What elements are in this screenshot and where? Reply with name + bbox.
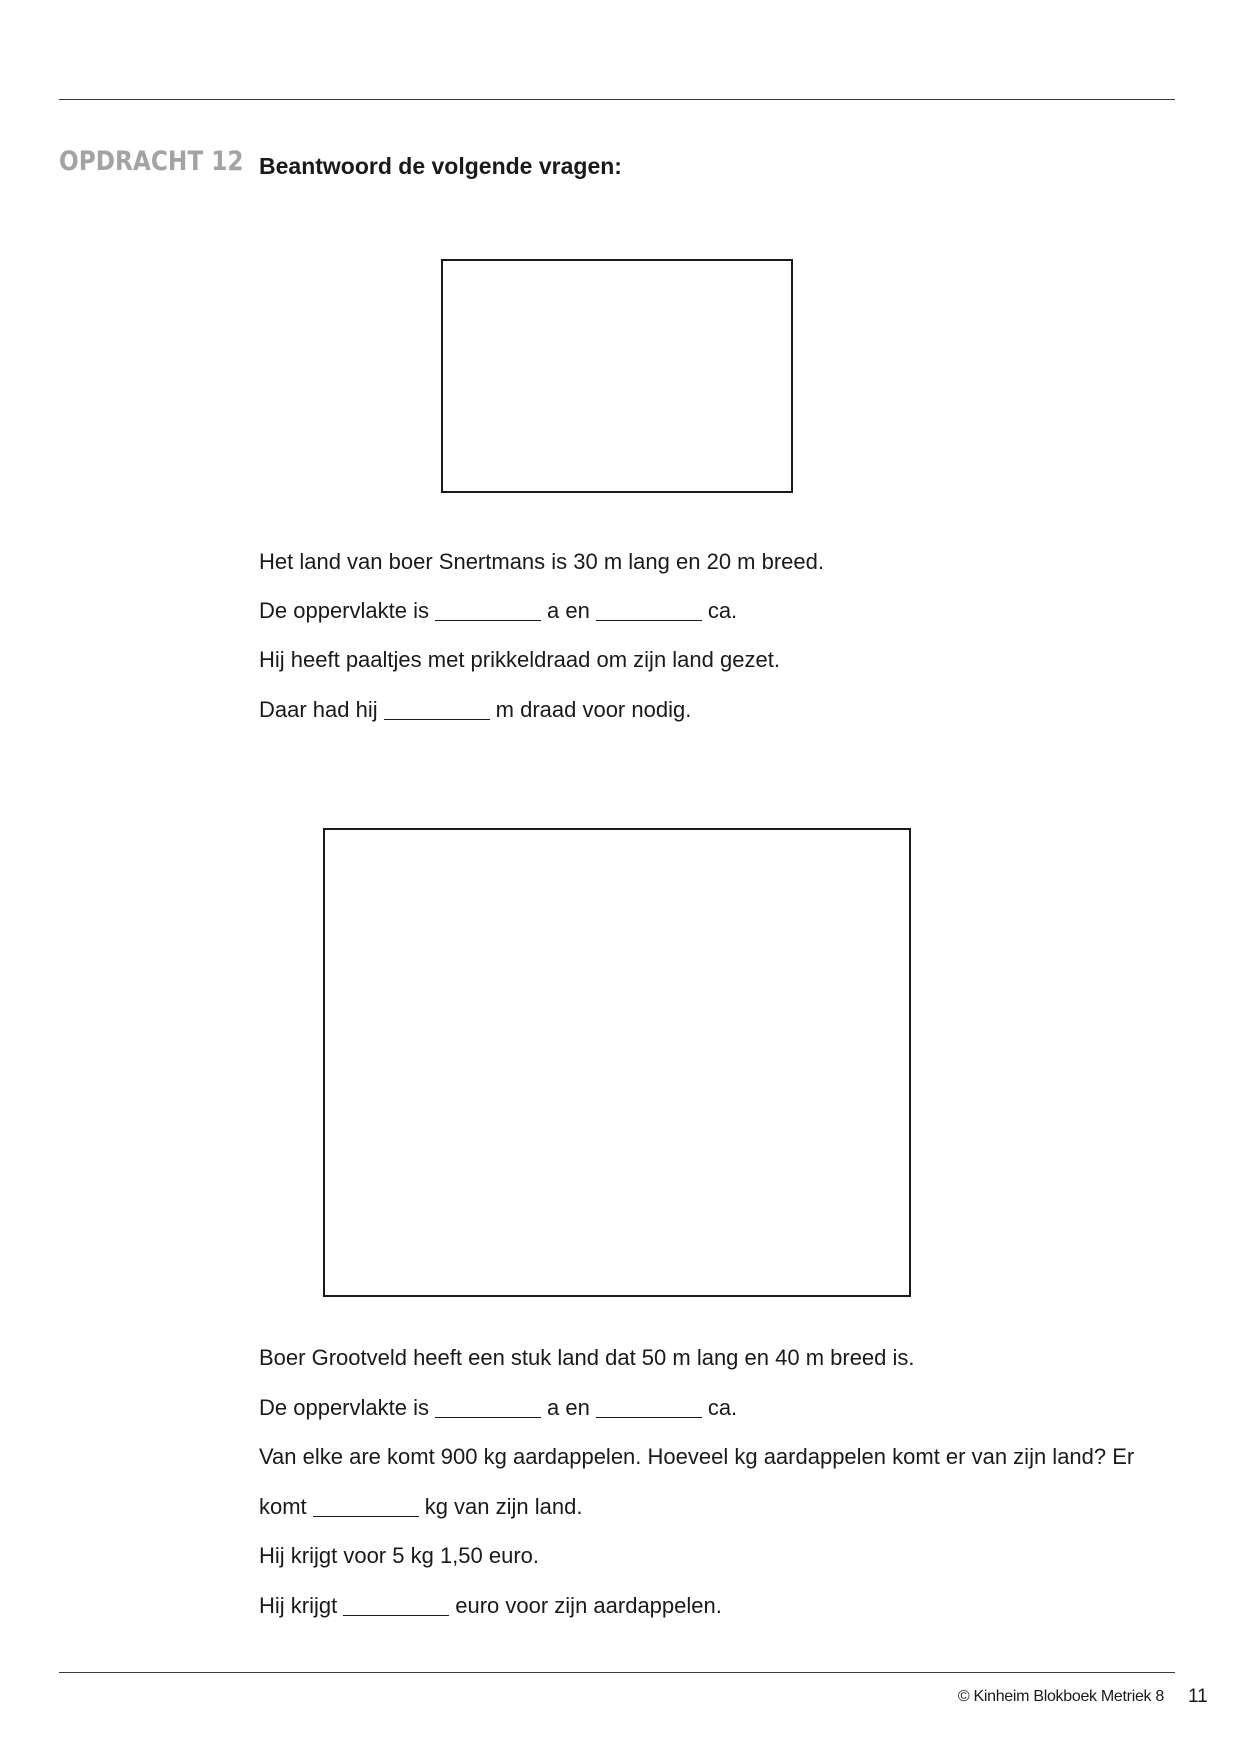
assignment-label: OPDRACHT 12	[59, 146, 244, 177]
answer-blank-grootveld-kg[interactable]	[313, 1516, 419, 1517]
text: Hij krijgt	[259, 1593, 338, 1618]
text: ca.	[707, 598, 738, 623]
text: De oppervlakte is	[259, 1395, 429, 1420]
text: a en	[546, 1395, 590, 1420]
assignment-title: Beantwoord de volgende vragen:	[259, 153, 622, 179]
text: De oppervlakte is	[259, 598, 429, 623]
question-grootveld-yield-answer	[259, 1492, 582, 1522]
text: euro voor zijn aardappelen.	[455, 1593, 722, 1618]
page-number: 11	[1188, 1686, 1208, 1707]
text: kg van zijn land.	[424, 1494, 583, 1519]
answer-blank-grootveld-euro[interactable]	[343, 1615, 449, 1616]
question-grootveld-earnings	[259, 1591, 722, 1621]
question-grootveld-dimensions: Boer Grootveld heeft een stuk land dat 50 m lang en 40 m breed is.	[259, 1345, 915, 1370]
top-divider	[59, 99, 1175, 100]
answer-blank-grootveld-are[interactable]	[435, 1417, 541, 1418]
answer-blank-snertmans-wire[interactable]	[384, 719, 490, 720]
bottom-divider	[59, 1672, 1175, 1673]
answer-blank-grootveld-ca[interactable]	[596, 1417, 702, 1418]
question-snertmans-dimensions: Het land van boer Snertmans is 30 m lang en 20 m breed.	[259, 549, 824, 574]
question-grootveld-price: Hij krijgt voor 5 kg 1,50 euro.	[259, 1543, 540, 1568]
answer-blank-snertmans-are[interactable]	[435, 620, 541, 621]
text: m draad voor nodig.	[495, 697, 692, 722]
text: ca.	[707, 1395, 738, 1420]
question-grootveld-area	[259, 1393, 737, 1423]
question-snertmans-fence: Hij heeft paaltjes met prikkeldraad om zijn land gezet.	[259, 647, 780, 672]
text: Daar had hij	[259, 697, 378, 722]
drawing-box-grootveld[interactable]	[323, 828, 911, 1297]
text: a en	[546, 598, 590, 623]
text: komt	[259, 1494, 307, 1519]
answer-blank-snertmans-ca[interactable]	[596, 620, 702, 621]
drawing-box-snertmans[interactable]	[441, 259, 793, 493]
question-snertmans-area	[259, 596, 737, 626]
question-grootveld-yield: Van elke are komt 900 kg aardappelen. Hoeveel kg aardappelen komt er van zijn land? Er	[259, 1444, 1135, 1469]
footer-copyright: © Kinheim Blokboek Metriek 8	[957, 1688, 1164, 1705]
question-snertmans-wire	[259, 695, 691, 725]
